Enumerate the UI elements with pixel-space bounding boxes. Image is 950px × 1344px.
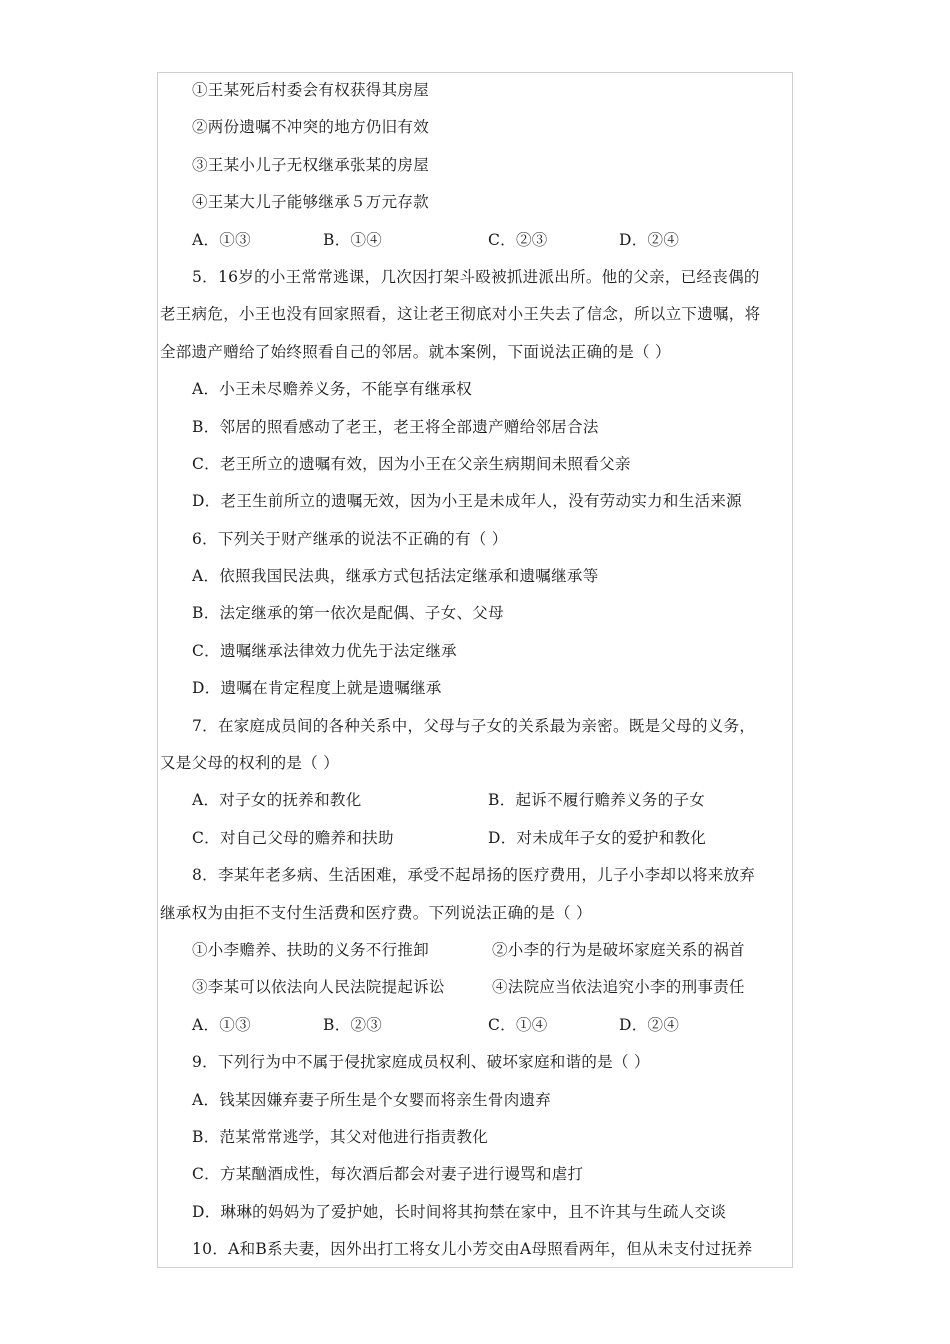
option-b: B．范某常常逃学，其父对他进行指责教化 xyxy=(192,1127,489,1146)
option-a: A．①③ xyxy=(192,1015,251,1034)
answer-options-row xyxy=(160,782,792,819)
option-b: B．法定继承的第一依次是配偶、子女、父母 xyxy=(192,604,504,623)
option-b: B．邻居的照看感动了老王，老王将全部遗产赠给邻居合法 xyxy=(192,417,599,436)
document-body xyxy=(160,72,792,1269)
option-d: D．②④ xyxy=(619,1015,680,1034)
answer-options-row xyxy=(160,820,792,857)
statement-2: ②小李的行为是破坏家庭关系的祸首 xyxy=(492,940,745,959)
option-d: D．琳琳的妈妈为了爱护她，长时间将其拘禁在家中，且不许其与生疏人交谈 xyxy=(192,1202,727,1221)
statement-line: ①王某死后村委会有权获得其房屋 xyxy=(192,81,430,99)
option-b: B．①④ xyxy=(323,230,383,249)
option-b: B．②③ xyxy=(323,1015,383,1034)
option-a: A．钱某因嫌弃妻子所生是个女婴而将亲生骨肉遗弃 xyxy=(192,1090,552,1109)
question-stem: 6．下列关于财产继承的说法不正确的有（ ） xyxy=(192,529,508,548)
statement-1: ①小李赡养、扶助的义务不行推卸 xyxy=(192,940,430,959)
question-stem-continued: 继承权为由拒不支付生活费和医疗费。下列说法正确的是（ ） xyxy=(160,903,592,922)
statements-row xyxy=(160,932,792,969)
answer-options-row xyxy=(160,1007,792,1044)
option-c: C．对自己父母的赡养和扶助 xyxy=(192,828,394,847)
option-c: C．遗嘱继承法律效力优先于法定继承 xyxy=(192,641,457,660)
statement-4: ④法院应当依法追究小李的刑事责任 xyxy=(492,978,745,997)
option-d: D．老王生前所立的遗嘱无效，因为小王是未成年人，没有劳动实力和生活来源 xyxy=(192,492,742,511)
question-stem: 9．下列行为中不属于侵扰家庭成员权利、破坏家庭和谐的是（ ） xyxy=(192,1053,650,1072)
statement-line: ②两份遗嘱不冲突的地方仍旧有效 xyxy=(192,118,430,137)
question-stem-continued: 又是父母的权利的是（ ） xyxy=(160,754,340,773)
question-stem: 5．16岁的小王常常逃课，几次因打架斗殴被抓进派出所。他的父亲，已经丧偶的 xyxy=(192,267,760,286)
statement-line: ④王某大儿子能够继承５万元存款 xyxy=(192,193,430,212)
statements-row xyxy=(160,969,792,1006)
question-stem: 7．在家庭成员间的各种关系中，父母与子女的关系最为亲密。既是父母的义务， xyxy=(192,716,756,735)
option-a: A．①③ xyxy=(192,230,251,249)
question-stem: 10．A和B系夫妻，因外出打工将女儿小芳交由A母照看两年，但从未支付过抚养 xyxy=(192,1240,753,1259)
option-b: B．起诉不履行赡养义务的子女 xyxy=(488,791,706,810)
question-stem-continued: 全部遗产赠给了始终照看自己的邻居。就本案例，下面说法正确的是（ ） xyxy=(160,342,671,361)
option-c: C．老王所立的遗嘱有效，因为小王在父亲生病期间未照看父亲 xyxy=(192,454,631,473)
question-stem: 8．李某年老多病、生活困难，承受不起昂扬的医疗费用，儿子小李却以将来放弃 xyxy=(192,866,756,885)
option-a: A．对子女的抚养和教化 xyxy=(192,791,362,810)
option-a: A．依照我国民法典，继承方式包括法定继承和遗嘱继承等 xyxy=(192,567,599,586)
question-stem-continued: 老王病危，小王也没有回家照看，这让老王彻底对小王失去了信念，所以立下遗嘱，将 xyxy=(160,305,761,324)
option-d: D．对未成年子女的爱护和教化 xyxy=(488,828,707,847)
option-c: C．②③ xyxy=(488,230,548,249)
option-d: D．遗嘱在肯定程度上就是遗嘱继承 xyxy=(192,679,442,698)
option-d: D．②④ xyxy=(619,230,680,249)
statement-3: ③李某可以依法向人民法院提起诉讼 xyxy=(192,978,445,997)
statement-line: ③王某小儿子无权继承张某的房屋 xyxy=(192,155,430,174)
option-c: C．①④ xyxy=(488,1015,548,1034)
option-c: C．方某酗酒成性，每次酒后都会对妻子进行谩骂和虐打 xyxy=(192,1165,584,1184)
option-a: A．小王未尽赡养义务，不能享有继承权 xyxy=(192,380,473,399)
answer-options-row xyxy=(160,222,792,259)
